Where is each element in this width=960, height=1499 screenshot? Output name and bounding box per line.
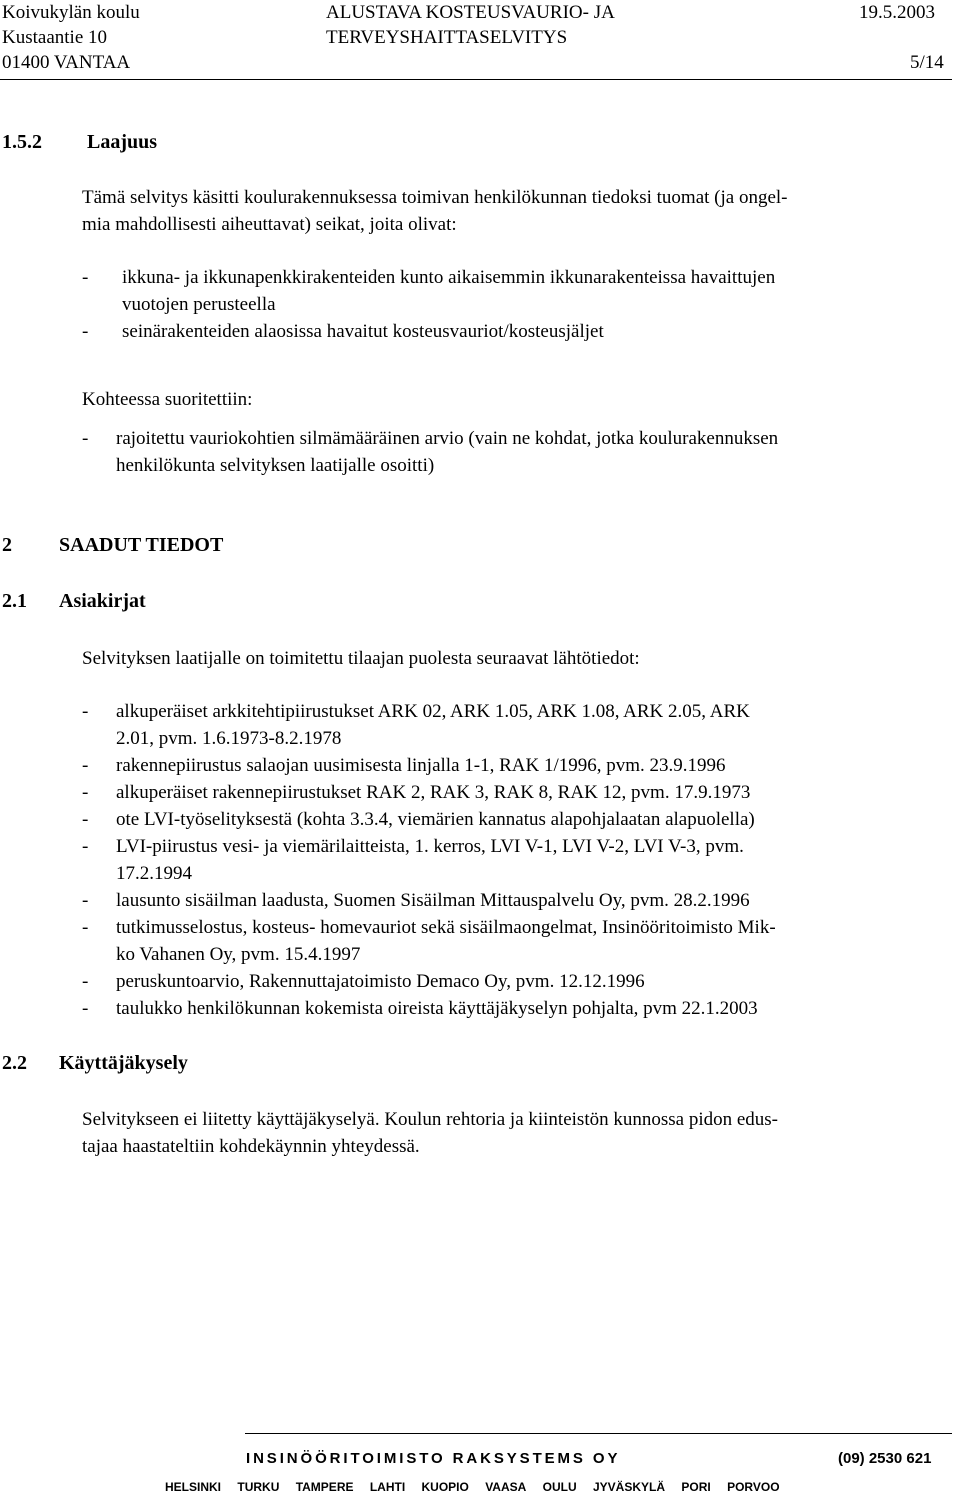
list-item-text: ko Vahanen Oy, pvm. 15.4.1997 — [116, 944, 361, 965]
header-street: Kustaantie 10 — [2, 27, 108, 48]
list-dash: - — [82, 971, 89, 992]
list-item-text: lausunto sisäilman laadusta, Suomen Sisäilman Mittauspalvelu Oy, pvm. 28.2.1996 — [116, 890, 750, 911]
header-date: 19.5.2003 — [859, 2, 935, 23]
section-number: 2.1 — [2, 590, 27, 612]
footer-city: JYVÄSKYLÄ — [593, 1480, 666, 1494]
list-dash: - — [82, 321, 89, 342]
footer-city: HELSINKI — [165, 1480, 222, 1494]
footer-phone: (09) 2530 621 — [838, 1450, 932, 1467]
intro-line: mia mahdollisesti aiheuttavat) seikat, joita olivat: — [82, 214, 457, 235]
list-dash: - — [82, 809, 89, 830]
footer-rule — [245, 1433, 952, 1434]
list-item-text: peruskuntoarvio, Rakennuttajatoimisto Demaco Oy, pvm. 12.12.1996 — [116, 971, 645, 992]
list-item-text: alkuperäiset rakennepiirustukset RAK 2, RAK 3, RAK 8, RAK 12, pvm. 17.9.1973 — [116, 782, 751, 803]
footer-company: INSINÖÖRITOIMISTO RAKSYSTEMS OY — [246, 1450, 621, 1467]
list-dash: - — [82, 267, 89, 288]
footer-city: LAHTI — [369, 1480, 406, 1494]
section-title: SAADUT TIEDOT — [59, 534, 224, 556]
intro-line: Selvityksen laatijalle on toimitettu tilaajan puolesta seuraavat lähtötiedot: — [82, 648, 640, 669]
paragraph-line: tajaa haastateltiin kohdekäynnin yhteydessä. — [82, 1136, 420, 1157]
list-item-text: LVI-piirustus vesi- ja viemärilaitteista, 1. kerros, LVI V-1, LVI V-2, LVI V-3, pvm. — [116, 836, 744, 857]
list-dash: - — [82, 782, 89, 803]
footer-city: KUOPIO — [421, 1480, 469, 1494]
section-number: 1.5.2 — [2, 131, 42, 153]
footer-city: PORVOO — [727, 1480, 780, 1494]
footer-cities — [165, 1480, 793, 1494]
list-item-text: ikkuna- ja ikkunapenkkirakenteiden kunto aikaisemmin ikkunarakenteissa havaittujen — [122, 267, 776, 288]
list-item-text: vuotojen perusteella — [122, 294, 276, 315]
intro-line: Tämä selvitys käsitti koulurakennuksessa toimivan henkilökunnan tiedoksi tuomat (ja ongel- — [82, 187, 788, 208]
header-title-line2: TERVEYSHAITTASELVITYS — [326, 27, 568, 48]
list-item-text: seinärakenteiden alaosissa havaitut kosteusvauriot/kosteusjäljet — [122, 321, 604, 342]
section-title: Käyttäjäkysely — [59, 1052, 188, 1074]
header-rule — [0, 79, 952, 80]
header-title-line1: ALUSTAVA KOSTEUSVAURIO- JA — [326, 2, 615, 23]
list-item-text: henkilökunta selvityksen laatijalle osoitti) — [116, 455, 435, 476]
list-item-text: 2.01, pvm. 1.6.1973-8.2.1978 — [116, 728, 342, 749]
list-dash: - — [82, 890, 89, 911]
section-number: 2 — [2, 534, 12, 556]
list-item-text: alkuperäiset arkkitehtipiirustukset ARK 02, ARK 1.05, ARK 1.08, ARK 2.05, ARK — [116, 701, 750, 722]
header-postal: 01400 VANTAA — [2, 52, 131, 73]
footer-city: TAMPERE — [295, 1480, 354, 1494]
list-item-text: ote LVI-työselityksestä (kohta 3.3.4, viemärien kannatus alapohjalaatan alapuolella) — [116, 809, 755, 830]
list-dash: - — [82, 998, 89, 1019]
header-school: Koivukylän koulu — [2, 2, 140, 23]
list-item-text: tutkimusselostus, kosteus- homevauriot sekä sisäilmaongelmat, Insinööritoimisto Mik- — [116, 917, 776, 938]
footer-city: VAASA — [485, 1480, 527, 1494]
section-title: Laajuus — [87, 131, 158, 153]
footer-city: PORI — [681, 1480, 711, 1494]
list-item-text: 17.2.1994 — [116, 863, 192, 884]
list-dash: - — [82, 836, 89, 857]
list-item-text: rakennepiirustus salaojan uusimisesta linjalla 1-1, RAK 1/1996, pvm. 23.9.1996 — [116, 755, 726, 776]
header-page-number: 5/14 — [910, 52, 944, 73]
footer-city: OULU — [542, 1480, 577, 1494]
list-dash: - — [82, 428, 89, 449]
list-item-text: rajoitettu vauriokohtien silmämääräinen arvio (vain ne kohdat, jotka koulurakennuksen — [116, 428, 779, 449]
section-title: Asiakirjat — [59, 590, 146, 612]
paragraph-line: Selvitykseen ei liitetty käyttäjäkyselyä. Koulun rehtoria ja kiinteistön kunnossa pidon edus- — [82, 1109, 779, 1130]
list-dash: - — [82, 917, 89, 938]
footer-city: TURKU — [237, 1480, 280, 1494]
list-dash: - — [82, 755, 89, 776]
list-dash: - — [82, 701, 89, 722]
list-item-text: taulukko henkilökunnan kokemista oireista käyttäjäkyselyn pohjalta, pvm 22.1.2003 — [116, 998, 758, 1019]
section-number: 2.2 — [2, 1052, 27, 1074]
performed-label: Kohteessa suoritettiin: — [82, 389, 253, 410]
